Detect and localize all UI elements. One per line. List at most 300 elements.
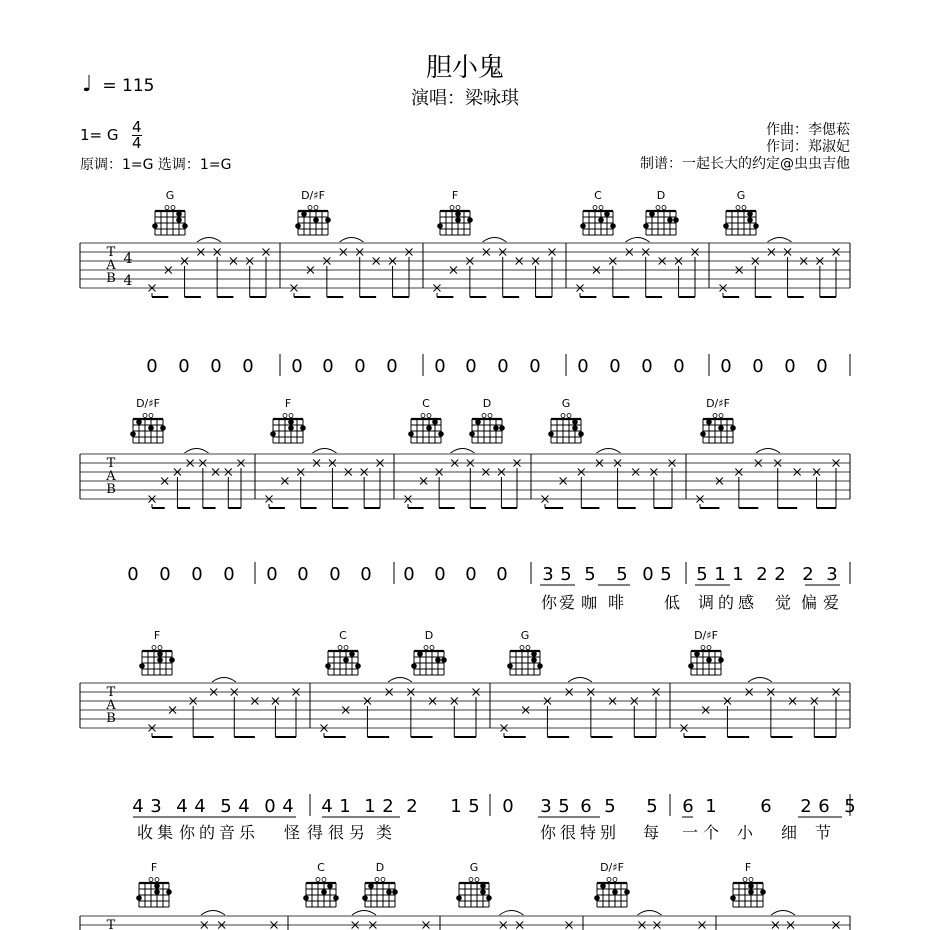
chord-open-string <box>165 206 169 210</box>
chord-finger-dot <box>748 889 754 895</box>
chord-finger-dot <box>718 425 724 431</box>
chord-name: D <box>656 189 666 202</box>
chord-open-string <box>599 206 603 210</box>
chord-open-string <box>143 414 147 418</box>
chord-name: F <box>451 189 459 202</box>
chord-diagram <box>152 206 188 236</box>
numbered-note: 2 <box>382 796 394 817</box>
numbered-note: 0 <box>642 564 654 585</box>
chord-finger-dot <box>438 431 444 437</box>
chord-finger-dot <box>649 211 655 217</box>
tab-clef-letter: B <box>106 482 116 497</box>
chord-finger-dot <box>417 651 423 657</box>
numbered-note: 1 <box>339 796 351 817</box>
tab-tie-arc <box>771 911 795 916</box>
numbered-note: 0 <box>178 356 190 377</box>
numbered-note: 0 <box>264 796 276 817</box>
chord-finger-dot <box>706 419 712 425</box>
tab-clef-letter: T <box>106 245 116 260</box>
chord-diagram <box>408 414 444 444</box>
chord-open-string <box>567 414 571 418</box>
chord-name: D/♯F <box>706 397 730 410</box>
chord-finger-dot <box>435 657 441 663</box>
lyric-char: 收 <box>136 823 154 842</box>
lyric-char: 感 <box>737 593 755 612</box>
chord-name: G <box>165 189 175 202</box>
lyric-char: 你 <box>178 823 196 842</box>
numbered-note: 4 <box>132 796 144 817</box>
chord-open-string <box>469 878 473 882</box>
lyric-char: 觉 <box>774 593 792 612</box>
chord-open-string <box>743 878 747 882</box>
chord-name: D <box>375 861 385 874</box>
chord-finger-dot <box>718 657 724 663</box>
chord-open-string <box>475 878 479 882</box>
numbered-note: 5 <box>844 796 856 817</box>
tab-tie-arc <box>756 449 780 454</box>
chord-finger-dot <box>455 217 461 223</box>
tab-time-sig-bottom: 4 <box>123 273 133 289</box>
chord-diagram <box>456 878 492 908</box>
chord-finger-dot <box>333 895 339 901</box>
chord-open-string <box>338 646 342 650</box>
numbered-note: 0 <box>146 356 158 377</box>
chord-open-string <box>322 878 326 882</box>
chord-name: F <box>284 397 292 410</box>
chord-name: G <box>561 397 571 410</box>
chord-finger-dot <box>301 211 307 217</box>
chord-finger-dot <box>467 217 473 223</box>
chord-name: C <box>317 861 325 874</box>
chord-open-string <box>289 414 293 418</box>
numbered-note: 3 <box>540 796 552 817</box>
chord-finger-dot <box>386 889 392 895</box>
chord-finger-dot <box>594 895 600 901</box>
chord-open-string <box>707 646 711 650</box>
numbered-note: 4 <box>321 796 333 817</box>
tab-tie-arc <box>748 678 772 683</box>
chord-diagram <box>139 646 175 676</box>
original-key: 原调：1=G 选调：1=G <box>80 157 232 173</box>
lyric-char: 咖 <box>580 593 598 612</box>
tab-tie-arc <box>597 449 621 454</box>
lyric-char: 得 <box>306 823 324 842</box>
chord-diagram <box>469 414 505 444</box>
numbered-note: 6 <box>760 796 772 817</box>
chord-finger-dot <box>169 657 175 663</box>
lyric-char: 低 <box>663 593 681 612</box>
chord-name: G <box>469 861 479 874</box>
lyric-char: 爱 <box>822 593 840 612</box>
numbered-note: 0 <box>266 564 278 585</box>
numbered-note: 0 <box>191 564 203 585</box>
chord-finger-dot <box>160 425 166 431</box>
chord-open-string <box>520 646 524 650</box>
chord-finger-dot <box>288 425 294 431</box>
chord-diagram <box>303 878 339 908</box>
chord-diagram <box>295 206 331 236</box>
chord-finger-dot <box>157 657 163 663</box>
lyric-char: 细 <box>780 823 798 842</box>
composer: 作曲：李偲菘 <box>766 122 850 138</box>
lyric-char: 很 <box>559 823 577 842</box>
chord-diagram <box>411 646 447 676</box>
numbered-note: 4 <box>282 796 294 817</box>
numbered-note: 6 <box>818 796 830 817</box>
chord-finger-dot <box>411 663 417 669</box>
chord-finger-dot <box>598 217 604 223</box>
lyric-char: 调 <box>697 593 715 612</box>
numbered-note: 1 <box>714 564 726 585</box>
tab-tie-arc <box>197 238 221 243</box>
numbered-note: 3 <box>542 564 554 585</box>
chord-diagram <box>688 646 724 676</box>
chord-open-string <box>344 646 348 650</box>
chord-diagram <box>700 414 736 444</box>
numbered-note: 0 <box>529 356 541 377</box>
numbered-note: 0 <box>752 356 764 377</box>
numbered-note: 0 <box>354 356 366 377</box>
chord-finger-dot <box>688 663 694 669</box>
tab-tie-arc <box>451 449 475 454</box>
numbered-note: 0 <box>502 796 514 817</box>
numbered-note: 0 <box>322 356 334 377</box>
chord-finger-dot <box>694 651 700 657</box>
chord-open-string <box>149 414 153 418</box>
numbered-note: 0 <box>403 564 415 585</box>
chord-name: D <box>482 397 492 410</box>
chord-finger-dot <box>730 425 736 431</box>
chord-open-string <box>656 206 660 210</box>
tab-tie-arc <box>313 449 337 454</box>
chord-name: G <box>520 629 530 642</box>
chord-finger-dot <box>700 431 706 437</box>
chord-open-string <box>607 878 611 882</box>
chord-finger-dot <box>537 663 543 669</box>
chord-diagram <box>507 646 543 676</box>
chord-finger-dot <box>531 651 537 657</box>
chord-diagram <box>730 878 766 908</box>
chord-name: G <box>736 189 746 202</box>
chord-finger-dot <box>480 889 486 895</box>
time-sig-bottom: 4 <box>132 134 142 152</box>
lyric-char: 类 <box>375 823 393 842</box>
chord-finger-dot <box>136 895 142 901</box>
numbered-note: 4 <box>176 796 188 817</box>
chord-open-string <box>381 878 385 882</box>
numbered-note: 0 <box>816 356 828 377</box>
tab-tie-arc <box>638 911 662 916</box>
chord-finger-dot <box>148 425 154 431</box>
numbered-note: 5 <box>616 564 628 585</box>
chord-finger-dot <box>548 431 554 437</box>
chord-finger-dot <box>673 217 679 223</box>
lyric-char: 集 <box>156 823 174 842</box>
key-signature: 1= G <box>80 126 119 144</box>
numbered-note: 0 <box>720 356 732 377</box>
tab-tie-arc <box>388 678 412 683</box>
chord-open-string <box>613 878 617 882</box>
numbered-note: 0 <box>609 356 621 377</box>
numbered-note: 0 <box>497 356 509 377</box>
chord-finger-dot <box>182 223 188 229</box>
singer-credit: 演唱：梁咏琪 <box>411 88 519 109</box>
numbered-note: 0 <box>210 356 222 377</box>
chord-finger-dot <box>499 425 505 431</box>
chord-finger-dot <box>313 217 319 223</box>
chord-finger-dot <box>507 663 513 669</box>
numbered-note: 3 <box>150 796 162 817</box>
chord-finger-dot <box>300 425 306 431</box>
numbered-note: 1 <box>732 564 744 585</box>
chord-open-string <box>424 646 428 650</box>
chord-finger-dot <box>493 425 499 431</box>
chord-open-string <box>450 206 454 210</box>
chord-name: F <box>153 629 161 642</box>
chord-finger-dot <box>486 895 492 901</box>
chord-open-string <box>316 878 320 882</box>
numbered-note: 5 <box>468 796 480 817</box>
chord-finger-dot <box>469 431 475 437</box>
numbered-note: 2 <box>756 564 768 585</box>
chord-finger-dot <box>610 223 616 229</box>
chord-finger-dot <box>572 425 578 431</box>
chord-finger-dot <box>456 895 462 901</box>
numbered-note: 5 <box>560 564 572 585</box>
chord-name: D/♯F <box>136 397 160 410</box>
numbered-note: 0 <box>127 564 139 585</box>
numbered-note: 5 <box>660 564 672 585</box>
lyric-char: 你 <box>539 823 557 842</box>
chord-name: F <box>744 861 752 874</box>
chord-finger-dot <box>760 889 766 895</box>
chord-finger-dot <box>343 657 349 663</box>
chord-diagram <box>580 206 616 236</box>
chord-finger-dot <box>408 431 414 437</box>
lyric-char: 个 <box>702 823 720 842</box>
chord-finger-dot <box>154 889 160 895</box>
chord-name: D/♯F <box>694 629 718 642</box>
chord-open-string <box>662 206 666 210</box>
chord-finger-dot <box>455 211 461 217</box>
tab-clef-letter: T <box>106 918 116 930</box>
chord-open-string <box>430 646 434 650</box>
numbered-note: 0 <box>784 356 796 377</box>
numbered-note: 1 <box>450 796 462 817</box>
chord-finger-dot <box>176 217 182 223</box>
chord-finger-dot <box>327 883 333 889</box>
numbered-note: 5 <box>646 796 658 817</box>
chord-diagram <box>643 206 679 236</box>
time-sig-top: 4 <box>132 118 142 136</box>
chord-open-string <box>149 878 153 882</box>
lyric-char: 啡 <box>607 593 625 612</box>
lyric-char: 节 <box>814 823 832 842</box>
numbered-note: 3 <box>826 564 838 585</box>
numbered-note: 0 <box>641 356 653 377</box>
lyric-char: 每 <box>642 823 660 842</box>
chord-open-string <box>171 206 175 210</box>
numbered-note: 1 <box>705 796 717 817</box>
chord-finger-dot <box>667 217 673 223</box>
numbered-note: 5 <box>220 796 232 817</box>
lyric-char: 另 <box>348 823 366 842</box>
lyric-char: 怪 <box>283 823 301 842</box>
lyric-char: 音 <box>218 823 236 842</box>
chord-open-string <box>375 878 379 882</box>
chord-finger-dot <box>624 889 630 895</box>
lyric-char: 偏 <box>800 593 818 612</box>
chord-finger-dot <box>288 419 294 425</box>
numbered-note: 0 <box>496 564 508 585</box>
numbered-note: 0 <box>577 356 589 377</box>
numbered-note: 0 <box>297 564 309 585</box>
chord-open-string <box>152 646 156 650</box>
chord-diagram <box>270 414 306 444</box>
tab-tie-arc <box>568 678 592 683</box>
numbered-note: 0 <box>434 356 446 377</box>
quarter-note-icon: ♩ <box>82 72 93 97</box>
chord-open-string <box>736 206 740 210</box>
tab-clef-letter: B <box>106 711 116 726</box>
chord-finger-dot <box>600 883 606 889</box>
chord-open-string <box>283 414 287 418</box>
chord-finger-dot <box>748 883 754 889</box>
chord-finger-dot <box>392 889 398 895</box>
lyric-char: 乐 <box>238 823 256 842</box>
chord-finger-dot <box>362 895 368 901</box>
chord-diagram <box>548 414 584 444</box>
numbered-note: 4 <box>238 796 250 817</box>
chord-finger-dot <box>139 663 145 669</box>
chord-name: C <box>422 397 430 410</box>
chord-open-string <box>456 206 460 210</box>
chord-open-string <box>314 206 318 210</box>
chord-finger-dot <box>706 657 712 663</box>
tab-tie-arc <box>352 911 376 916</box>
chord-open-string <box>593 206 597 210</box>
numbered-note: 2 <box>802 564 814 585</box>
numbered-note: 6 <box>580 796 592 817</box>
numbered-note: 0 <box>242 356 254 377</box>
chord-finger-dot <box>325 663 331 669</box>
numbered-note: 2 <box>774 564 786 585</box>
lyric-char: 的 <box>198 823 216 842</box>
chord-finger-dot <box>136 419 142 425</box>
chord-name: F <box>150 861 158 874</box>
lyric-char: 小 <box>736 823 754 842</box>
chord-finger-dot <box>349 651 355 657</box>
lyric-char: 的 <box>717 593 735 612</box>
lyric-char: 别 <box>599 823 617 842</box>
chord-open-string <box>482 414 486 418</box>
chord-finger-dot <box>368 883 374 889</box>
tab-tie-arc <box>340 238 364 243</box>
numbered-note: 0 <box>159 564 171 585</box>
chord-open-string <box>421 414 425 418</box>
numbered-note: 0 <box>329 564 341 585</box>
numbered-note: 0 <box>465 356 477 377</box>
chord-finger-dot <box>747 217 753 223</box>
chord-diagram <box>362 878 398 908</box>
chord-finger-dot <box>578 431 584 437</box>
chord-finger-dot <box>753 223 759 229</box>
tab-tie-arc <box>500 911 524 916</box>
numbered-note: 1 <box>364 796 376 817</box>
chord-finger-dot <box>441 657 447 663</box>
numbered-note: 5 <box>696 564 708 585</box>
tab-clef-letter: T <box>106 456 116 471</box>
numbered-note: 5 <box>604 796 616 817</box>
numbered-note: 2 <box>406 796 418 817</box>
tab-clef-letter: A <box>106 469 116 484</box>
numbered-note: 5 <box>558 796 570 817</box>
chord-finger-dot <box>152 223 158 229</box>
lyric-char: 很 <box>327 823 345 842</box>
chord-finger-dot <box>130 431 136 437</box>
chord-diagram <box>437 206 473 236</box>
numbered-note: 2 <box>800 796 812 817</box>
tab-tie-arc <box>483 238 507 243</box>
tab-tie-arc <box>626 238 650 243</box>
chord-finger-dot <box>325 217 331 223</box>
tempo-value: = 115 <box>102 76 155 96</box>
numbered-note: 0 <box>673 356 685 377</box>
numbered-note: 4 <box>194 796 206 817</box>
tab-tie-arc <box>768 238 792 243</box>
arranger: 制谱：一起长大的约定@虫虫吉他 <box>640 156 850 172</box>
song-title: 胆小鬼 <box>425 53 504 83</box>
numbered-note: 0 <box>291 356 303 377</box>
tab-clef-letter: B <box>106 271 116 286</box>
numbered-note: 0 <box>223 564 235 585</box>
lyricist: 作词：郑淑妃 <box>766 139 850 155</box>
numbered-note: 6 <box>682 796 694 817</box>
chord-open-string <box>561 414 565 418</box>
numbered-note: 5 <box>584 564 596 585</box>
tab-tie-arc <box>185 449 209 454</box>
chord-finger-dot <box>295 223 301 229</box>
numbered-note: 0 <box>360 564 372 585</box>
chord-finger-dot <box>432 419 438 425</box>
chord-diagram <box>130 414 166 444</box>
chord-finger-dot <box>154 883 160 889</box>
chord-finger-dot <box>355 663 361 669</box>
chord-finger-dot <box>157 651 163 657</box>
chord-open-string <box>488 414 492 418</box>
chord-name: D <box>424 629 434 642</box>
chord-diagram <box>325 646 361 676</box>
chord-finger-dot <box>270 431 276 437</box>
chord-open-string <box>701 646 705 650</box>
chord-open-string <box>427 414 431 418</box>
chord-name: D/♯F <box>600 861 624 874</box>
lyric-char: 爱 <box>558 593 576 612</box>
chord-finger-dot <box>480 883 486 889</box>
chord-finger-dot <box>604 211 610 217</box>
chord-name: C <box>339 629 347 642</box>
chord-finger-dot <box>572 419 578 425</box>
chord-open-string <box>308 206 312 210</box>
chord-finger-dot <box>643 223 649 229</box>
chord-open-string <box>742 206 746 210</box>
chord-finger-dot <box>176 211 182 217</box>
lyric-char: 一 <box>681 823 699 842</box>
tab-tie-arc <box>212 678 236 683</box>
chord-open-string <box>158 646 162 650</box>
chord-finger-dot <box>166 889 172 895</box>
chord-open-string <box>155 878 159 882</box>
